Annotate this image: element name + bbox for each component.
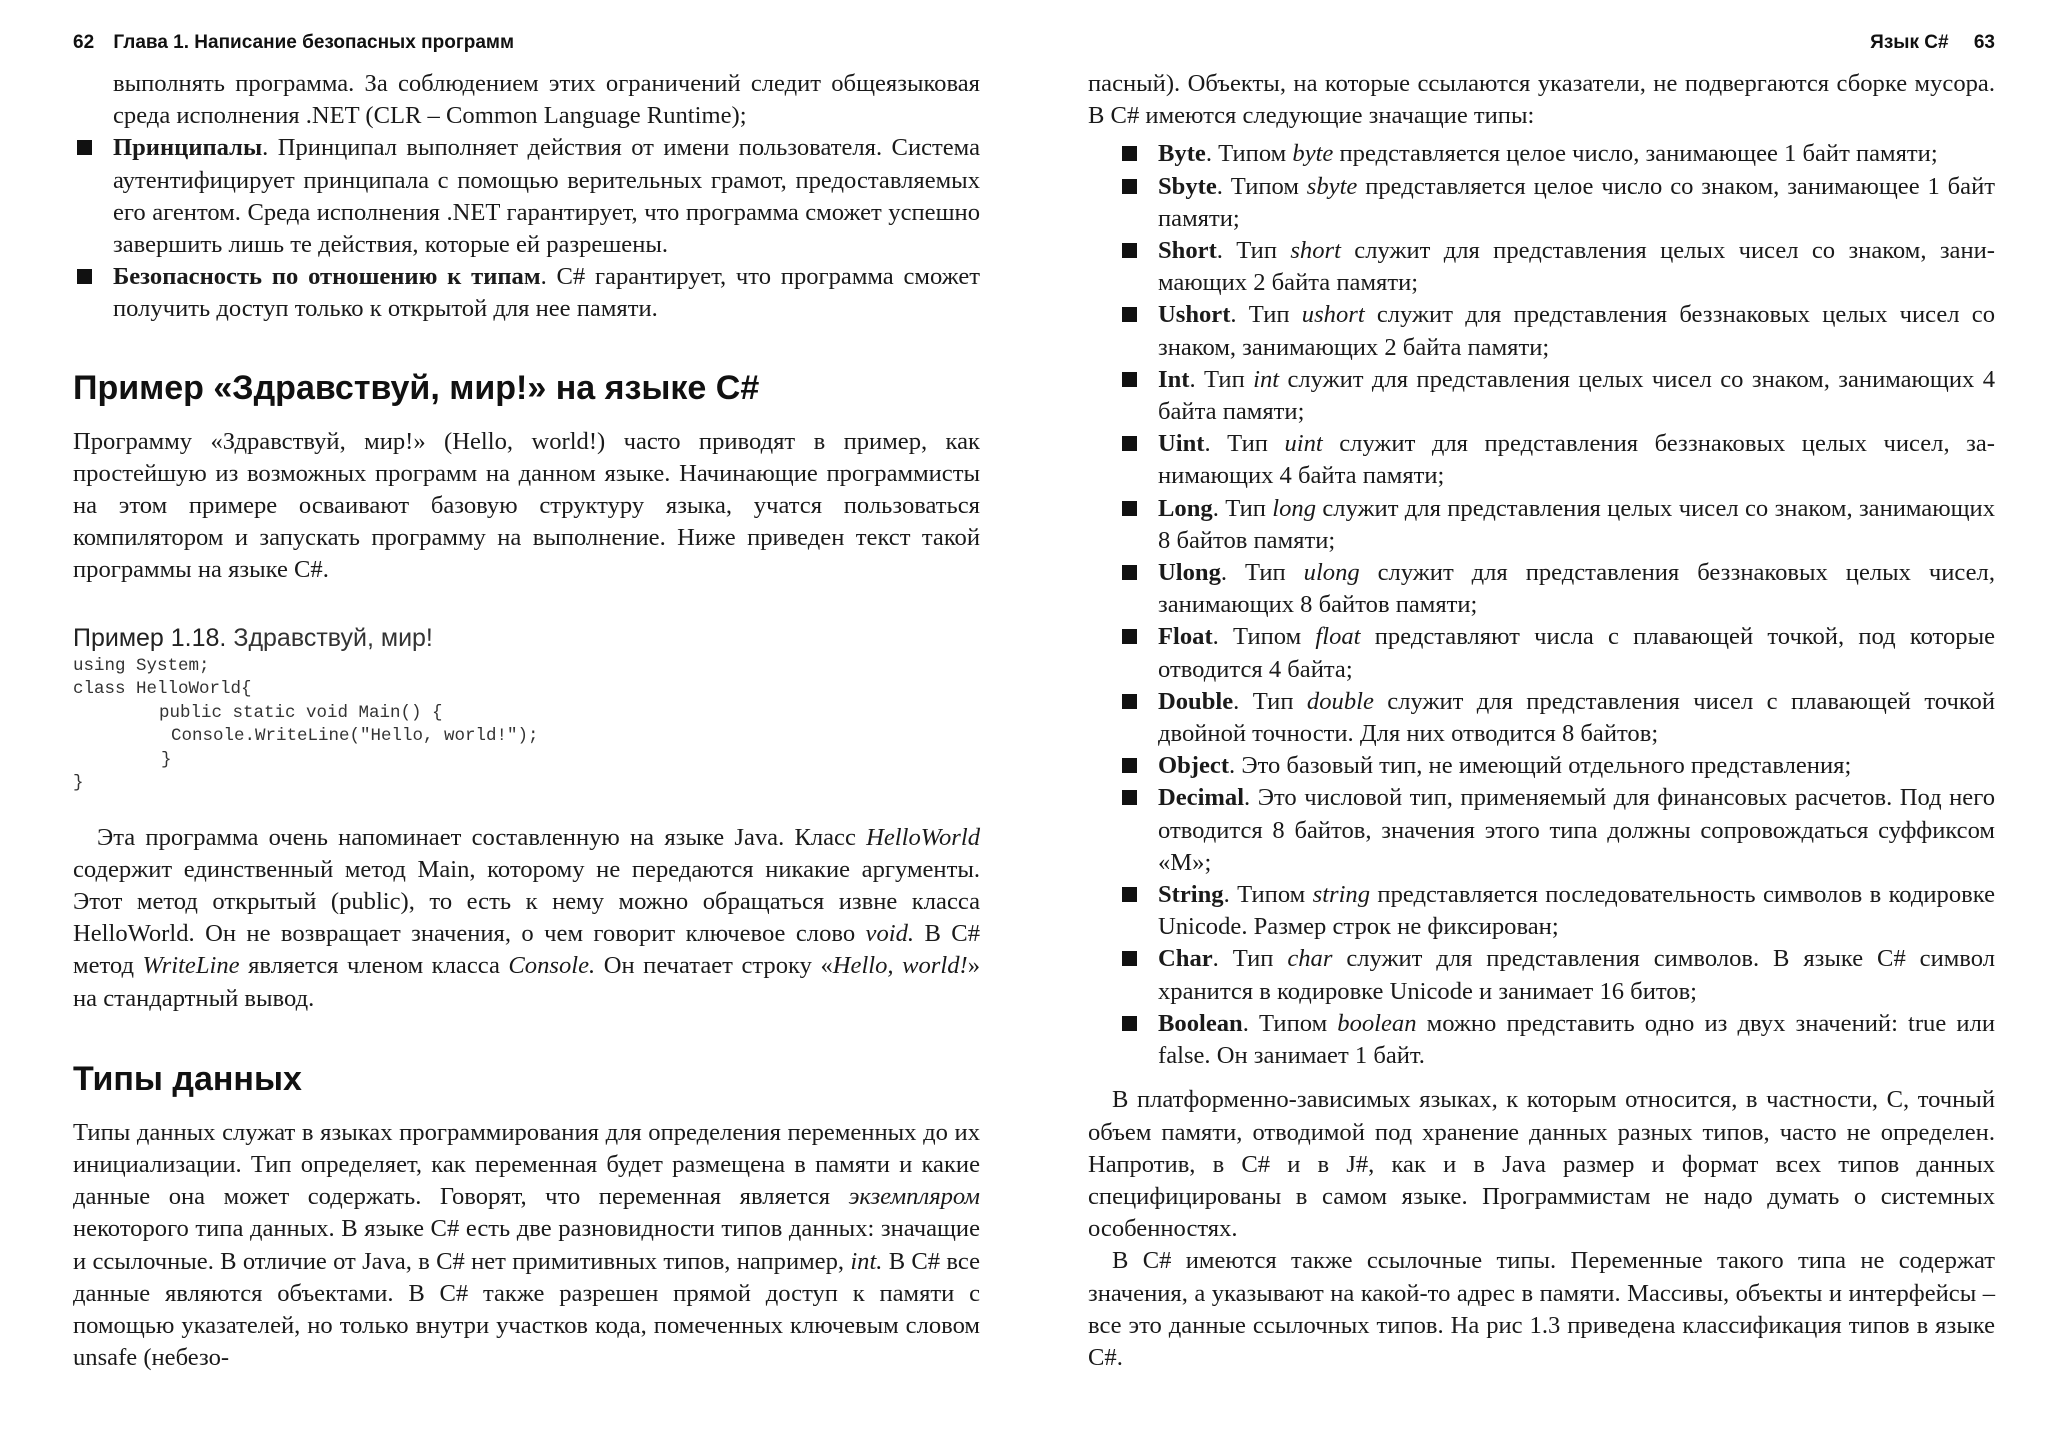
- left-running-head: [73, 30, 980, 56]
- code-line: class HelloWorld{: [73, 679, 252, 700]
- type-term: Decimal: [1158, 784, 1245, 812]
- right-page-number: 63: [1973, 32, 1995, 53]
- text-run: представляют числа с плавающей точкой, под которые отводится 4 байта;: [1158, 623, 1996, 683]
- right-continuation-paragraph: пасный). Объекты, на которые ссылаются указатели, не подвергаются сборке мусора. В C# имеются следующие значащие типы:: [1088, 70, 1995, 130]
- list-item: [73, 261, 980, 325]
- code-line: }: [161, 749, 172, 770]
- text-run: служит для представления целых чисел со знаком, занимающих 2 байта памяти;: [1158, 237, 1995, 297]
- text-run: . Тип: [1230, 301, 1302, 329]
- list-item: [1088, 621, 1995, 685]
- text-run: служит для представления чисел с плавающей точкой двойной точности. Для них отводится 8 байтов;: [1158, 687, 1995, 748]
- platform-dependence-paragraph: В платформенно-зависимых языках, к которым относится, в частности, C, точный объем памяти, отводимой под хранение данных разных типов, часто не определен. Напротив, в C# и в J#, как и в Java размер и формат всех типов данных специфицированы в самом языке. Программистам не надо думать о системных особенностях.: [1088, 1086, 1995, 1243]
- list-item: [1088, 943, 1995, 1007]
- text-run: является членом класса: [239, 952, 509, 980]
- value-types-list: [1088, 138, 1995, 1072]
- bullet-square-icon: [1122, 372, 1137, 387]
- text-run: . Тип: [1189, 365, 1254, 393]
- code-line: }: [73, 773, 84, 794]
- bullet-square-icon: [1122, 436, 1137, 451]
- text-run: . Типом: [1212, 623, 1316, 651]
- left-flow: [73, 68, 980, 1374]
- text-run: . Тип: [1216, 237, 1291, 265]
- type-term: Float: [1158, 623, 1213, 651]
- text-run: . Типом: [1216, 172, 1307, 200]
- list-item: [1088, 782, 1995, 879]
- list-item: [1088, 138, 1995, 170]
- text-run: представляется последовательность символов в кодировке Unicode. Размер строк не фиксирован;: [1158, 881, 1996, 941]
- text-run: . Типом: [1223, 881, 1313, 909]
- bullet-term: Принципалы: [113, 134, 263, 162]
- list-item: [1088, 428, 1995, 492]
- left-page-number: 62: [73, 32, 95, 53]
- list-item: [1088, 171, 1995, 235]
- section-heading-hello-world: Пример «Здравствуй, мир!» на языке C#: [73, 368, 760, 407]
- section-heading-data-types: Типы данных: [73, 1059, 302, 1098]
- italic-run: short: [1290, 237, 1341, 265]
- bullet-term: Безопасность по отношению к типам: [113, 263, 541, 291]
- text-run: В C# все данные являются объектами. В C# также разрешен прямой доступ к памяти с помощью указателей, но только внутри участков кода, помеченных ключевым словом unsafe (небезо-: [73, 1247, 980, 1372]
- text-run: Эта программа очень напоминает составленную на языке Java. Класс: [97, 823, 867, 851]
- code-line: using System;: [73, 655, 210, 676]
- type-term: Boolean: [1158, 1009, 1243, 1037]
- italic-run: HelloWorld: [866, 823, 980, 851]
- text-run: . Тип: [1220, 559, 1304, 587]
- right-section-title: Язык C#: [1870, 32, 1949, 53]
- italic-run: sbyte: [1306, 172, 1358, 200]
- type-term: Ushort: [1158, 301, 1231, 329]
- type-term: Short: [1158, 237, 1217, 265]
- text-run: служит для представления целых чисел со знаком, занимающих 4 байта памяти;: [1158, 365, 1996, 426]
- italic-run: WriteLine: [142, 952, 240, 980]
- text-run: » на стандартный вывод.: [73, 952, 980, 1012]
- italic-run: boolean: [1337, 1009, 1417, 1037]
- bullet-square-icon: [1122, 307, 1137, 322]
- italic-run: byte: [1292, 140, 1334, 168]
- left-chapter-title: Глава 1. Написание безопасных программ: [113, 32, 515, 53]
- type-term: Ulong: [1158, 559, 1221, 587]
- right-running-head: [1088, 30, 1995, 56]
- list-item: [1088, 235, 1995, 299]
- text-run: служит для представления целых чисел со знаком, занимающих 8 байтов памяти;: [1158, 494, 1995, 554]
- italic-run: char: [1287, 945, 1333, 973]
- bullet-square-icon: [1122, 758, 1137, 773]
- right-flow: [1088, 68, 1995, 1374]
- code-line: public static void Main() {: [159, 702, 443, 723]
- bullet-square-icon: [1122, 243, 1137, 258]
- text-run: представляется целое число, занимающее 1 байт памяти;: [1333, 140, 1938, 168]
- intro-continuation: выполнять программа. За соблюдением этих ограничений следит общеязыковая среда исполнения .NET (CLR – Common Language Runtime);: [113, 70, 980, 130]
- type-term: Double: [1158, 687, 1234, 715]
- text-run: можно представить одно из двух значений: true или false. Он занимает 1 байт.: [1158, 1009, 1995, 1070]
- bullet-text: . Принципал выполняет действия от имени пользователя. Система аутентифицирует принципала с помощью верительных грамот, предоставляемых его агентом. Среда исполнения .NET гарантирует, что программа сможет успешно завершить лишь те действия, которые ей разрешены.: [113, 134, 980, 259]
- text-run: содержит единственный метод Main, которому не передаются никакие аргументы. Этот метод открытый (public), то есть к нему можно обращаться извне класса HelloWorld. Он не возвращает значения, о чем говорит ключевое слово: [73, 855, 980, 948]
- bullet-square-icon: [1122, 887, 1137, 902]
- text-run: . Это базовый тип, не имеющий отдельного представления;: [1229, 752, 1852, 780]
- bullet-square-icon: [1122, 146, 1137, 161]
- list-item: [1088, 879, 1995, 943]
- bullet-square-icon: [1122, 951, 1137, 966]
- bullet-square-icon: [1122, 501, 1137, 516]
- type-term: Int: [1158, 365, 1190, 393]
- text-run: служит для представления символов. В языке C# символ хранится в кодировке Unicode и занимает 16 битов;: [1158, 945, 1995, 1005]
- left-page: [73, 0, 980, 1447]
- data-types-paragraph: [73, 1117, 980, 1375]
- type-term: String: [1158, 881, 1224, 909]
- example-title: Здравствуй, мир!: [233, 623, 433, 652]
- bullet-square-icon: [1122, 790, 1137, 805]
- italic-run: float: [1315, 623, 1361, 651]
- right-page: [1088, 0, 1995, 1447]
- text-run: некоторого типа данных. В языке C# есть две разновидности типов данных: значащие и ссылочные. В отличие от Java, в C# нет примитивных типов, например,: [73, 1215, 980, 1275]
- text-run: В C# метод: [73, 920, 980, 980]
- type-term: Sbyte: [1158, 172, 1217, 200]
- type-term: Long: [1158, 494, 1213, 522]
- italic-run: экземпляром: [848, 1183, 980, 1211]
- text-run: служит для представления беззнаковых целых чисел, занимающих 4 байта памяти;: [1158, 430, 1995, 490]
- security-bullet-list: [73, 132, 980, 325]
- italic-run: uint: [1284, 430, 1323, 458]
- type-term: Object: [1158, 752, 1230, 780]
- example-number: Пример 1.18.: [73, 623, 227, 652]
- text-run: Он печатает строку «: [595, 952, 833, 980]
- bullet-square-icon: [1122, 1016, 1137, 1031]
- italic-run: long: [1272, 494, 1317, 522]
- bullet-text: . C# гарантирует, что программа сможет получить доступ только к открытой для нее памяти.: [113, 263, 980, 323]
- text-run: . Типом: [1242, 1009, 1338, 1037]
- bullet-square-icon: [1122, 179, 1137, 194]
- text-run: служит для представления беззнаковых целых чисел, занимающих 8 байтов памяти;: [1158, 559, 1995, 619]
- text-run: Типы данных служат в языках программирования для определения переменных до их инициализации. Тип определяет, как переменная будет размещена в памяти и какие данные она может содержать. Говорят, что переменная является: [73, 1118, 980, 1211]
- italic-run: void.: [865, 920, 915, 948]
- list-item: [73, 132, 980, 261]
- hello-world-explanation-paragraph: [73, 822, 980, 1015]
- italic-run: int.: [850, 1247, 883, 1275]
- list-item: [1088, 557, 1995, 621]
- text-run: представляется целое число со знаком, занимающее 1 байт памяти;: [1158, 172, 1995, 232]
- bullet-square-icon: [1122, 694, 1137, 709]
- italic-run: Hello, world!: [832, 952, 968, 980]
- hello-world-intro-paragraph: Программу «Здравствуй, мир!» (Hello, world!) часто приводят в пример, как простейшую из возможных программ на данном языке. Начинающие программисты на этом примере осваивают базовую структуру языка, учатся пользоваться компилятором и запускать программу на выполнение. Ниже приведен текст такой программы на языке C#.: [73, 427, 980, 584]
- list-item: [1088, 299, 1995, 363]
- italic-run: double: [1306, 687, 1374, 715]
- italic-run: ushort: [1301, 301, 1365, 329]
- text-run: . Тип: [1212, 494, 1273, 522]
- list-item: [1088, 364, 1995, 428]
- code-listing: [73, 655, 980, 796]
- type-term: Uint: [1158, 430, 1205, 458]
- code-line: Console.WriteLine("Hello, world!");: [171, 726, 539, 747]
- text-run: . Тип: [1204, 430, 1285, 458]
- type-term: Byte: [1158, 140, 1206, 168]
- list-item: [1088, 493, 1995, 557]
- italic-run: string: [1312, 881, 1371, 909]
- type-term: Char: [1158, 945, 1213, 973]
- reference-types-paragraph: В C# имеются также ссылочные типы. Переменные такого типа не содержат значения, а указывают на какой-то адрес в памяти. Массивы, объекты и интерфейсы – все это данные ссылочных типов. На рис 1.3 приведена классификация типов в языке C#.: [1088, 1247, 1995, 1371]
- bullet-square-icon: [1122, 565, 1137, 580]
- list-item: [1088, 1008, 1995, 1072]
- text-run: . Это числовой тип, применяемый для финансовых расчетов. Под него отводится 8 байтов, значения этого типа должны сопровождаться суффиксом «M»;: [1158, 784, 1995, 876]
- text-run: . Тип: [1233, 687, 1307, 715]
- list-item: [1088, 686, 1995, 750]
- italic-run: ulong: [1303, 559, 1360, 587]
- text-run: . Тип: [1212, 945, 1288, 973]
- list-item: [1088, 750, 1995, 782]
- example-caption: [73, 623, 980, 653]
- bullet-square-icon: [77, 269, 92, 284]
- italic-run: int: [1253, 365, 1280, 393]
- text-run: служит для представления беззнаковых целых чисел со знаком, занимающих 2 байта памяти;: [1158, 301, 1995, 361]
- bullet-square-icon: [77, 140, 92, 155]
- bullet-square-icon: [1122, 629, 1137, 644]
- italic-run: Console.: [508, 952, 596, 980]
- text-run: . Типом: [1205, 140, 1293, 168]
